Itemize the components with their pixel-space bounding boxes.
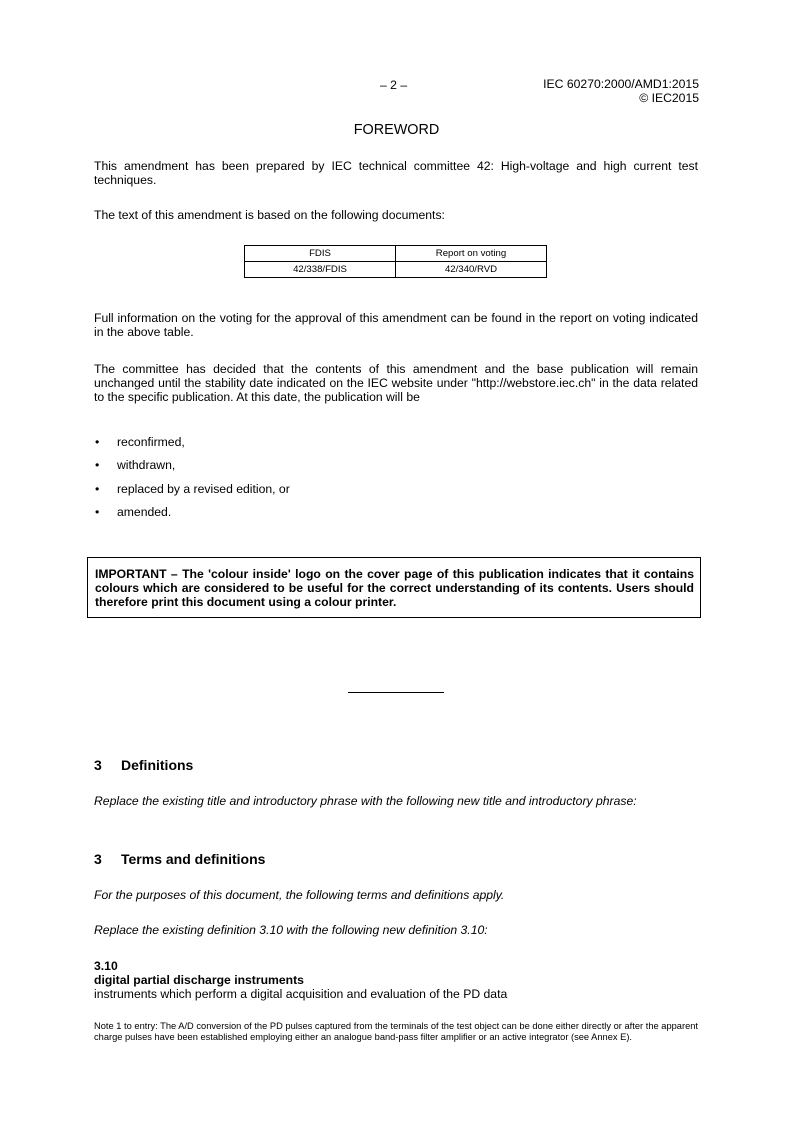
amendment-instruction-definition: Replace the existing definition 3.10 with the following new definition 3.10: — [94, 923, 488, 937]
term-number: 3.10 — [94, 959, 118, 973]
section-title: Terms and definitions — [121, 851, 266, 867]
page-number: – 2 – — [380, 78, 408, 92]
voting-documents-table — [244, 245, 547, 278]
list-item: • withdrawn, — [95, 458, 290, 481]
term-entry — [94, 959, 698, 1001]
section-heading-terms — [94, 851, 265, 867]
foreword-paragraph-documents: The text of this amendment is based on the following documents: — [94, 208, 445, 222]
publication-status-list — [95, 435, 290, 528]
table-header-row — [245, 246, 547, 262]
section-title: Definitions — [121, 757, 194, 773]
separator-line — [348, 692, 444, 693]
table-cell: 42/338/FDIS — [245, 262, 396, 278]
important-notice-box: IMPORTANT – The 'colour inside' logo on the cover page of this publication indicates that it contains colours which are considered to be useful for the correct understanding of its contents. Users should therefore print this document using a colour printer. — [87, 557, 701, 618]
list-item: • replaced by a revised edition, or — [95, 482, 290, 505]
list-item: • amended. — [95, 505, 290, 528]
section-number: 3 — [94, 757, 102, 773]
page-header-right — [543, 78, 699, 105]
foreword-paragraph-stability: The committee has decided that the contents of this amendment and the base publication will remain unchanged until the stability date indicated on the IEC website under "http://webstore.iec.ch" in the data related to the specific publication. At this date, the publication will be — [94, 362, 698, 404]
document-identifier: IEC 60270:2000/AMD1:2015 — [543, 77, 699, 91]
term-name: digital partial discharge instruments — [94, 973, 304, 987]
foreword-paragraph-committee: This amendment has been prepared by IEC technical committee 42: High-voltage and high current test techniques. — [94, 159, 698, 187]
table-row — [245, 262, 547, 278]
list-item: • reconfirmed, — [95, 435, 290, 458]
foreword-paragraph-voting: Full information on the voting for the approval of this amendment can be found in the report on voting indicated in the above table. — [94, 311, 698, 339]
section-number: 3 — [94, 851, 102, 867]
terms-intro: For the purposes of this document, the following terms and definitions apply. — [94, 888, 505, 902]
table-cell: 42/340/RVD — [396, 262, 547, 278]
table-header-cell: Report on voting — [396, 246, 547, 262]
section-heading-definitions — [94, 757, 193, 773]
foreword-title: FOREWORD — [353, 122, 440, 138]
amendment-instruction-title: Replace the existing title and introductory phrase with the following new title and introductory phrase: — [94, 794, 637, 808]
note-to-entry: Note 1 to entry: The A/D conversion of the PD pulses captured from the terminals of the test object can be done either directly or after the apparent charge pulses have been established employing either an analogue band-pass filter amplifier or an active integrator (see Annex E). — [94, 1021, 698, 1042]
copyright-notice: © IEC2015 — [639, 90, 699, 105]
term-definition: instruments which perform a digital acquisition and evaluation of the PD data — [94, 987, 508, 1001]
table-header-cell: FDIS — [245, 246, 396, 262]
